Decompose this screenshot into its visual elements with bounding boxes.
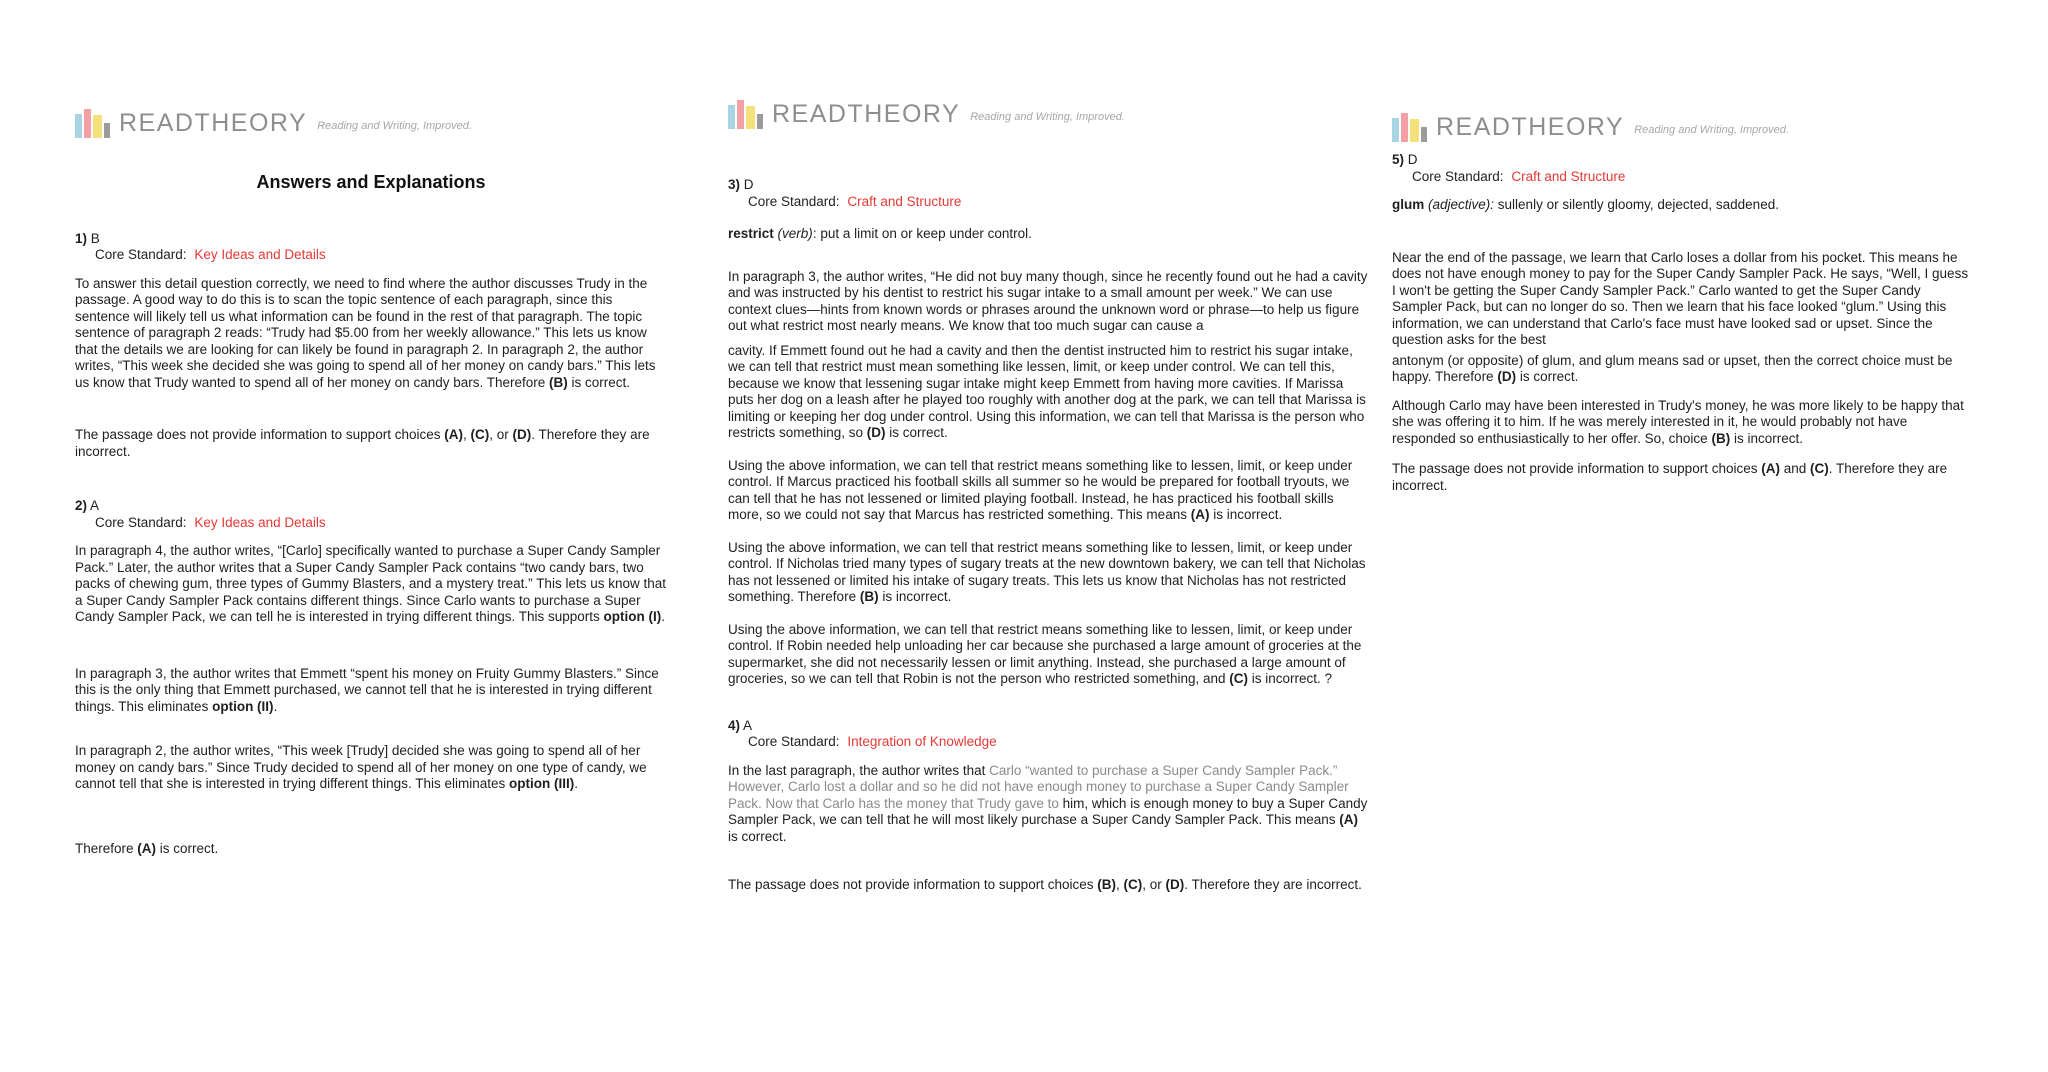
books-bar-icon bbox=[1392, 112, 1427, 142]
page-2 bbox=[728, 97, 1370, 894]
explanation-paragraph: Although Carlo may have been interested in Trudy's money, he was more likely to be happy that she was offering it to him. If he was merely interested in it, he would probably not have responded so enthusiastically to her offer. So, choice (B) is incorrect. bbox=[1392, 397, 1964, 446]
explanation-paragraph: The passage does not provide information to support choices (B), (C), or (D). Therefore they are incorrect. bbox=[728, 877, 1362, 892]
logo-bar-pink bbox=[1401, 113, 1408, 142]
logo-bar-blue bbox=[1392, 118, 1399, 142]
core-standard-label: Core Standard: bbox=[748, 734, 840, 749]
answer-letter: A bbox=[743, 717, 753, 733]
answer-letter: D bbox=[1407, 152, 1418, 167]
word-definition: glum (adjective): sullenly or silently gloomy, dejected, saddened. bbox=[1392, 197, 1779, 212]
logo-bar-gray bbox=[1421, 127, 1427, 142]
core-standard-value: Craft and Structure bbox=[847, 193, 962, 209]
answer-letter: B bbox=[90, 230, 100, 246]
question-3-header bbox=[728, 177, 1370, 194]
question-2-header bbox=[75, 498, 667, 515]
brand-name: READTHEORY bbox=[119, 108, 308, 137]
explanation-paragraph: Using the above information, we can tell that restrict means something like to lessen, limit, or keep under control. If Nicholas tried many types of sugary treats at the new downtown bakery, we can tell that Nicholas has not lessened or limited his intake of sugary treats. This lets us know that Nicholas has not restricted something. Therefore (B) is incorrect. bbox=[728, 539, 1366, 604]
core-standard-line bbox=[748, 734, 1370, 751]
explanation-paragraph: Using the above information, we can tell that restrict means something like to lessen, limit, or keep under control. If Marcus practiced his football skills all summer so he would be prepared for football tryouts, we can tell that he has not lessened or limited playing football. Instead, he has practiced his football skills more, so we could not say that Marcus has restricted something. This means (A) is incorrect. bbox=[728, 457, 1353, 522]
brand-tagline: Reading and Writing, Improved. bbox=[970, 110, 1125, 123]
core-standard-value: Key Ideas and Details bbox=[194, 514, 326, 530]
answer-letter: A bbox=[90, 498, 100, 513]
question-5-header bbox=[1392, 152, 1970, 169]
explanation-paragraph: The passage does not provide information to support choices (A) and (C). Therefore they are incorrect. bbox=[1392, 461, 1948, 493]
books-bar-icon bbox=[728, 99, 763, 129]
readtheory-logo bbox=[75, 106, 667, 140]
core-standard-value: Craft and Structure bbox=[1511, 168, 1626, 184]
core-standard-label: Core Standard: bbox=[95, 514, 187, 530]
question-number: 4) bbox=[728, 717, 741, 733]
logo-bar-yellow bbox=[93, 115, 102, 138]
explanation-paragraph: cavity. If Emmett found out he had a cavity and then the dentist instructed him to restrict his sugar intake, we can tell that restrict must mean something like lessen, limit, or keep under control. We can tell this, because we know that lessening sugar intake might keep Emmett from having more cavities. If Marissa puts her dog on a leash after he played too roughly with another dog at the park, we can tell that Marissa is limiting or keeping her dog under control. Using this information, we can tell that Marissa is the person who restricts something, so (D) is correct. bbox=[728, 342, 1366, 440]
brand-tagline: Reading and Writing, Improved. bbox=[1634, 123, 1789, 136]
readtheory-logo bbox=[1392, 110, 1970, 144]
page-1 bbox=[75, 106, 667, 857]
explanation-paragraph: In paragraph 2, the author writes, “This week [Trudy] decided she was going to spend all of her money on candy bars.” Since Trudy decided to spend all of her money on one type of candy, we cannot tell that she is interested in trying different things. This eliminates option (III). bbox=[75, 743, 647, 791]
logo-bar-yellow bbox=[1410, 119, 1419, 142]
explanation-paragraph: The passage does not provide information to support choices (A), (C), or (D). Therefore they are incorrect. bbox=[75, 427, 650, 459]
logo-bar-blue bbox=[728, 105, 735, 129]
core-standard-line bbox=[95, 515, 667, 532]
question-number: 5) bbox=[1392, 152, 1405, 167]
doc-title: Answers and Explanations bbox=[256, 172, 486, 192]
explanation-paragraph: In paragraph 4, the author writes, “[Carlo] specifically wanted to purchase a Super Candy Sampler Pack.” Later, the author writes that a Super Candy Sampler Pack contains “two candy bars, two packs of chewing gum, three types of Gummy Blasters, and a mystery treat.” This lets us know that a Super Candy Sampler Pack contains different things. Since Carlo wants to purchase a Super Candy Sampler Pack, we can tell he is interested in trying different things. This supports option (I). bbox=[75, 543, 666, 624]
core-standard-line bbox=[1412, 169, 1970, 186]
answer-letter: D bbox=[743, 177, 754, 192]
brand-name: READTHEORY bbox=[1436, 112, 1625, 141]
page-3 bbox=[1392, 110, 1970, 494]
readtheory-logo bbox=[728, 97, 1370, 131]
explanation-paragraph: Near the end of the passage, we learn that Carlo loses a dollar from his pocket. This means he does not have enough money to pay for the Super Candy Sampler Pack. He says, “Well, I guess I won't be getting the Super Candy Sampler Pack.” Carlo wanted to get the Super Candy Sampler Pack, but can no longer do so. Then we learn that his face looked “glum.” Using this information, we can understand that Carlo's face must have looked sad or upset. Since the question asks for the best bbox=[1392, 249, 1969, 347]
explanation-paragraph: In the last paragraph, the author writes that Carlo “wanted to purchase a Super Candy Sampler Pack.” However, Carlo lost a dollar and so he did not have enough money to purchase a Super Candy Sampler Pack. Now that Carlo has the money that Trudy gave to him, which is enough money to buy a Super Candy Sampler Pack, we can tell that he will most likely purchase a Super Candy Sampler Pack. This means (A) is correct. bbox=[728, 762, 1368, 844]
books-bar-icon bbox=[75, 108, 110, 138]
core-standard-label: Core Standard: bbox=[748, 193, 840, 209]
question-number: 3) bbox=[728, 177, 741, 192]
logo-bar-blue bbox=[75, 114, 82, 138]
brand-tagline: Reading and Writing, Improved. bbox=[317, 119, 472, 132]
core-standard-label: Core Standard: bbox=[95, 247, 187, 262]
logo-bar-gray bbox=[104, 123, 110, 138]
question-4-header bbox=[728, 718, 1370, 735]
explanation-paragraph: To answer this detail question correctly, we need to find where the author discusses Trudy in the passage. A good way to do this is to scan the topic sentence of each paragraph, since this sentence will likely tell us what information can be found in the rest of that paragraph. The topic sentence of paragraph 2 reads: “Trudy had $5.00 from her weekly allowance.” This lets us know that the details we are looking for can likely be found in paragraph 2. In paragraph 2, the author writes, “This week she decided she was going to spend all of her money on candy bars.” This lets us know that Trudy wanted to spend all of her money on candy bars. Therefore (B) is correct. bbox=[75, 275, 656, 390]
word-definition: restrict (verb): put a limit on or keep under control. bbox=[728, 226, 1032, 241]
core-standard-value: Key Ideas and Details bbox=[194, 247, 326, 262]
core-standard-label: Core Standard: bbox=[1412, 168, 1504, 184]
logo-bar-yellow bbox=[746, 106, 755, 129]
question-number: 2) bbox=[75, 498, 88, 513]
core-standard-line bbox=[95, 247, 667, 264]
question-number: 1) bbox=[75, 230, 88, 246]
logo-bar-pink bbox=[737, 100, 744, 129]
explanation-paragraph: Therefore (A) is correct. bbox=[75, 840, 219, 856]
core-standard-line bbox=[748, 194, 1370, 211]
explanation-paragraph: Using the above information, we can tell that restrict means something like to lessen, limit, or keep under control. If Robin needed help unloading her car because she purchased a large amount of groceries at the supermarket, she did not necessarily lessen or limit anything. Instead, she purchased a large amount of groceries, so we can tell that Robin is not the person who restricted something, and (C) is incorrect. ? bbox=[728, 621, 1362, 686]
explanation-paragraph: In paragraph 3, the author writes that Emmett “spent his money on Fruity Gummy Blasters.” Since this is the only thing that Emmett purchased, we cannot tell that he is interested in trying different things. This eliminates option (II). bbox=[75, 665, 659, 714]
logo-bar-pink bbox=[84, 109, 91, 138]
core-standard-value: Integration of Knowledge bbox=[847, 734, 997, 749]
logo-bar-gray bbox=[757, 114, 763, 129]
brand-name: READTHEORY bbox=[772, 99, 961, 128]
explanation-paragraph: In paragraph 3, the author writes, “He did not buy many though, since he recently found out he had a cavity and was instructed by his dentist to restrict his sugar intake to a small amount per week.” We can use context clues—hints from known words or phrases around the unknown word or phrase—to help us figure out what restrict most nearly means. We know that too much sugar can cause a bbox=[728, 268, 1368, 333]
explanation-paragraph: antonym (or opposite) of glum, and glum means sad or upset, then the correct choice must be happy. Therefore (D) is correct. bbox=[1392, 352, 1953, 384]
question-1-header bbox=[75, 231, 667, 248]
